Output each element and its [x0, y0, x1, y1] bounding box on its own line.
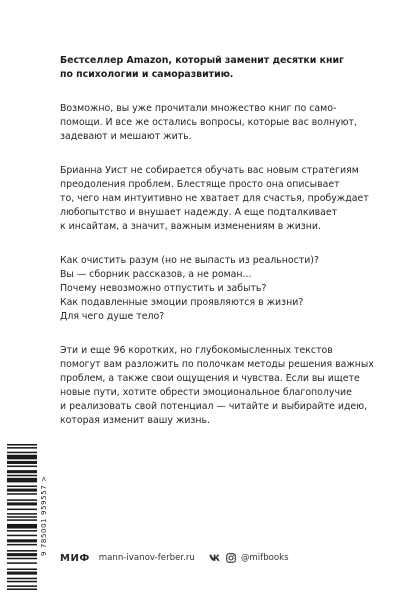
barcode-bar — [7, 585, 37, 587]
barcode-bar — [7, 447, 37, 449]
author-line: Брианна Уист не собирается обучать вас новым стратегиям — [60, 165, 359, 176]
intro-line: задевают и мешают жить. — [60, 131, 192, 142]
barcode-bar — [7, 499, 37, 501]
barcode-bar — [7, 455, 37, 460]
barcode-bar — [7, 572, 37, 575]
author-line: преодоления проблем. Блестяще просто она описывает — [60, 179, 340, 190]
intro-paragraph — [60, 102, 356, 144]
barcode-bar — [7, 588, 37, 590]
social-handle[interactable]: @mifbooks — [240, 553, 289, 563]
barcode-bar — [7, 568, 37, 570]
author-line: любопытство и внушает надежду. А еще подталкивает — [60, 207, 338, 218]
closing-line: которая изменит вашу жизнь. — [60, 415, 211, 426]
barcode-bar — [7, 581, 37, 583]
intro-line: Возможно, вы уже прочитали множество книг по само- — [60, 103, 337, 114]
instagram-icon[interactable] — [226, 553, 236, 563]
intro-line: помощи. И все же остались вопросы, которые вас волнуют, — [60, 117, 357, 128]
vk-icon[interactable] — [209, 554, 221, 562]
closing-line: Эти и еще 96 коротких, но глубокомысленных текстов — [60, 345, 333, 356]
closing-paragraph — [60, 344, 374, 428]
closing-line: помогут вам разложить по полочкам методы решения важных — [60, 359, 374, 370]
barcode-bar — [7, 444, 37, 446]
lead-line: по психологии и саморазвитию. — [60, 69, 234, 80]
publisher-website[interactable]: mann-ivanov-ferber.ru — [98, 553, 195, 563]
publisher-footer — [60, 550, 289, 566]
barcode-bars — [7, 444, 37, 590]
isbn-number: 9 785001 959557 > — [40, 475, 48, 557]
barcode-bar — [7, 562, 37, 564]
author-paragraph — [60, 164, 369, 234]
question-line: Вы — сборник рассказов, а не роман... — [60, 269, 252, 280]
barcode-bar — [7, 470, 37, 473]
barcode-bar — [7, 519, 37, 521]
barcode-bar — [7, 513, 37, 515]
barcode-bar — [7, 502, 37, 505]
closing-line: и реализовать свой потенциал — читайте и выбирайте идею, — [60, 401, 368, 412]
question-line: Как подавленные эмоции проявляются в жизни? — [60, 297, 304, 308]
barcode-bar — [7, 485, 37, 487]
barcode-bar — [7, 530, 37, 532]
closing-line: проблем, а также свои ощущения и чувства. Если вы ищете — [60, 373, 360, 384]
barcode-bar — [7, 461, 37, 464]
lead-paragraph — [60, 54, 356, 82]
barcode-bar — [7, 539, 37, 542]
author-line: к инсайтам, а значит, важным изменениям в жизни. — [60, 221, 321, 232]
barcode-bar — [7, 475, 37, 477]
barcode-bar — [7, 466, 37, 468]
cover-text — [60, 54, 374, 448]
barcode-bar — [7, 550, 37, 552]
barcode-bar — [7, 578, 37, 580]
barcode-bar — [7, 493, 37, 495]
questions-paragraph — [60, 254, 356, 324]
closing-line: новые пути, хотите обрести эмоциональное благополучие — [60, 387, 352, 398]
barcode-bar — [7, 535, 37, 537]
barcode-bar — [7, 544, 37, 546]
barcode-bar — [7, 509, 37, 511]
barcode-bar — [7, 452, 37, 454]
barcode-bar — [7, 478, 37, 483]
barcode-bar — [7, 558, 37, 560]
question-line: Для чего душе тело? — [60, 311, 165, 322]
question-line: Как очистить разум (но не выпасть из реальности)? — [60, 255, 319, 266]
barcode-bar — [7, 489, 37, 492]
lead-line: Бестселлер Amazon, который заменит десятки книг — [60, 55, 344, 66]
publisher-logo: МИФ — [60, 552, 90, 564]
barcode-bar — [7, 516, 37, 518]
author-line: то, чего нам интуитивно не хватает для счастья, пробуждает — [60, 193, 369, 204]
barcode-bar — [7, 524, 37, 529]
barcode-bar — [7, 553, 37, 556]
question-line: Почему невозможно отпустить и забыть? — [60, 283, 267, 294]
